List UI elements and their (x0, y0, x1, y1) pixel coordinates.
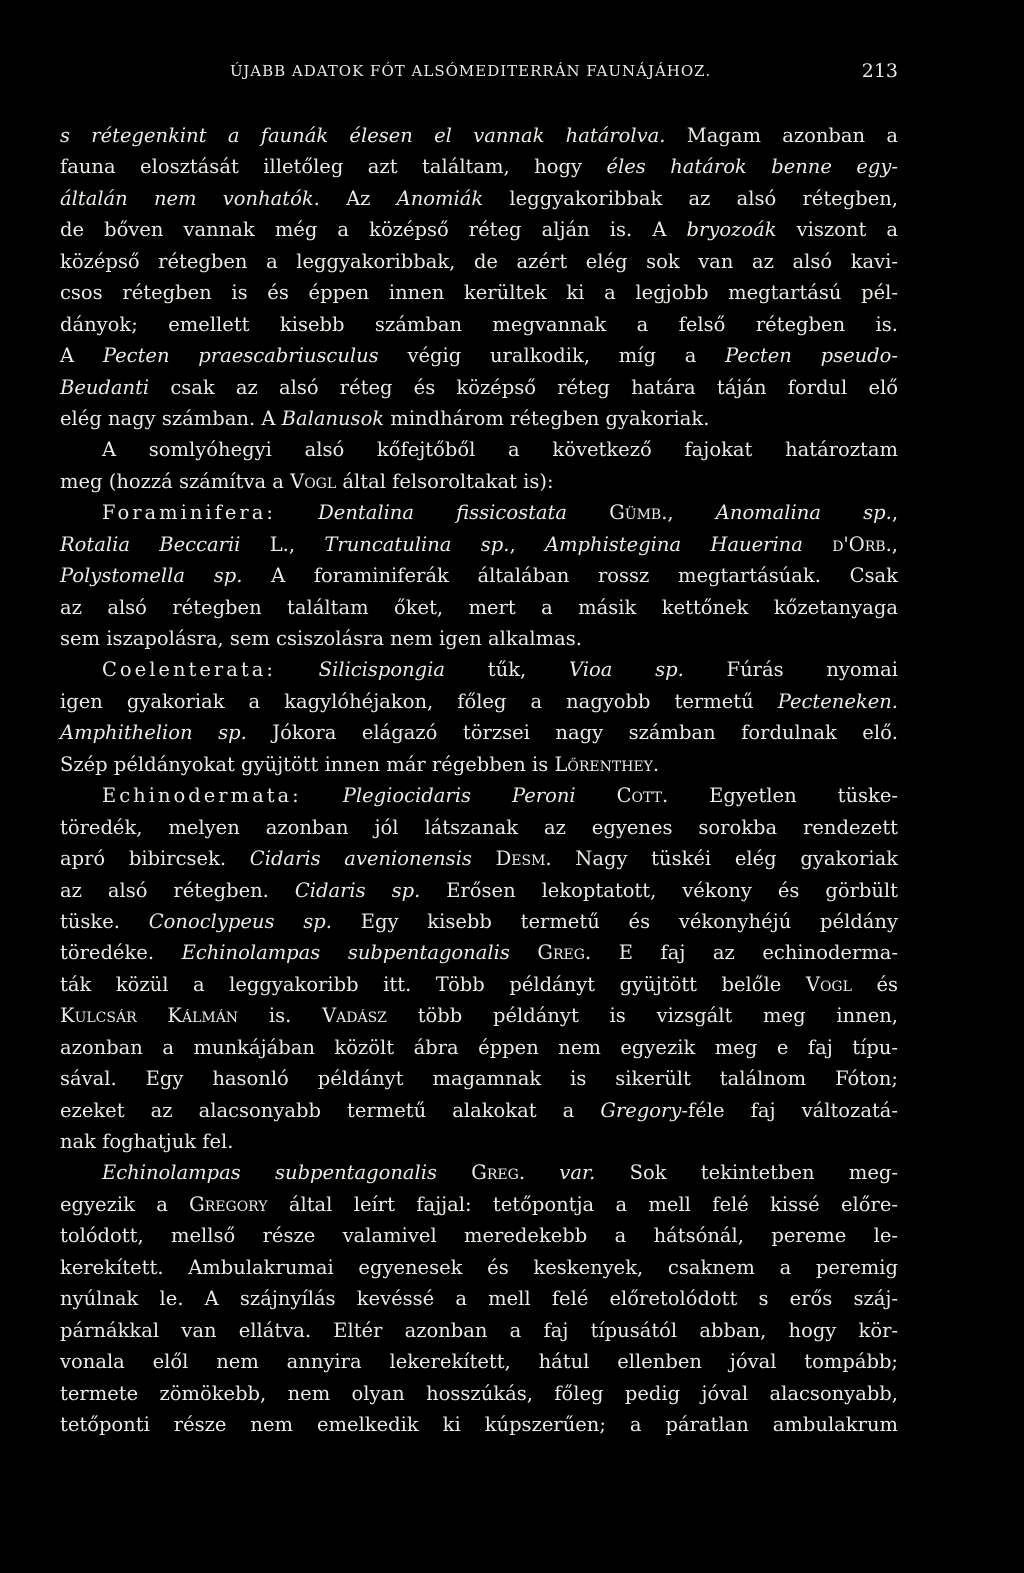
text-run (472, 847, 496, 870)
text-run: töredéke. (60, 941, 182, 965)
text-line (60, 654, 898, 685)
text-run: Jókora elágazó törzsei nagy számban fordulnak elő. (246, 721, 899, 745)
small-caps-text: Vogl (805, 972, 852, 996)
text-run: sával. Egy hasonló példányt magamnak is sikerült találnom Fóton; (60, 1067, 898, 1091)
spaced-heading: Echinodermata: (102, 784, 302, 808)
text-run (302, 784, 343, 807)
text-run: ezeket az alacsonyabb termetű alakokat a (60, 1098, 601, 1122)
text-run: , (509, 532, 545, 556)
text-run: meg (hozzá számítva a (60, 469, 291, 493)
text-run (276, 501, 318, 524)
text-line (60, 120, 898, 151)
text-line (60, 717, 898, 748)
text-line (60, 434, 898, 465)
text-line (60, 686, 898, 717)
italic-text: Cidaris avenionensis (249, 847, 472, 871)
italic-text: Polystomella sp. (60, 564, 243, 588)
text-line (60, 497, 898, 528)
italic-text: Balanusok (281, 406, 385, 430)
italic-text: általán nem vonhatók. (60, 186, 320, 210)
text-line (60, 906, 898, 937)
text-line (60, 466, 898, 497)
text-run: . (518, 1161, 560, 1185)
text-run: mindhárom rétegben gyakoriak. (384, 406, 710, 430)
text-line (60, 875, 898, 906)
text-run: termete zömökebb, nem olyan hosszúkás, főleg pedig jóval alacsonyabb, (60, 1381, 898, 1405)
text-line (60, 1157, 898, 1188)
text-run: de bőven vannak még a középső réteg alján is. A (60, 218, 687, 242)
text-run: -féle faj változatá- (681, 1098, 898, 1122)
small-caps-text: Gregory (189, 1192, 268, 1216)
text-run: , (667, 501, 716, 525)
italic-text: Beudanti (60, 375, 150, 399)
italic-text: Anomalina sp. (715, 501, 892, 525)
text-run: tűk, (445, 658, 569, 682)
text-line (60, 309, 898, 340)
text-run: vonala elől nem annyira lekerekített, hátul ellenben jóval tompább; (60, 1350, 898, 1374)
italic-text: var. (559, 1161, 596, 1185)
text-run: A (60, 344, 103, 368)
text-line (60, 529, 898, 560)
text-run: leggyakoribbak az alsó rétegben, (483, 186, 898, 210)
text-run: nak foghatjuk fel. (60, 1130, 234, 1153)
text-run: . (652, 752, 660, 776)
text-run: igen gyakoriak a kagylóhéjakon, főleg a nagyobb termetű (60, 689, 778, 713)
italic-text: Conoclypeus sp. (148, 909, 332, 933)
italic-text: s rétegenkint a faunák élesen el vannak határolva. (60, 124, 666, 147)
text-run: által felsoroltakat is): (336, 469, 554, 493)
page-header (60, 62, 898, 90)
running-title: ÚJABB ADATOK FÓT ALSÓMEDITERRÁN FAUNÁJÁHOZ. (230, 62, 712, 80)
text-run: az alsó rétegben. (60, 878, 295, 902)
italic-text: Silicispongia (318, 658, 446, 682)
text-line (60, 969, 898, 1000)
text-run: kerekített. Ambulakrumai egyenesek és keskenyek, csaknem a peremig (60, 1255, 898, 1279)
body-text (60, 120, 898, 1440)
text-line (60, 246, 898, 277)
text-run: egyezik a (60, 1192, 190, 1216)
text-run: Fúrás nyomai (683, 658, 899, 682)
text-run: apró bibircsek. (60, 847, 250, 871)
italic-text: bryozoák (686, 218, 777, 242)
italic-text: Pecten pseudo- (725, 344, 898, 368)
small-caps-text: Vadász (322, 1004, 387, 1028)
text-run (567, 501, 609, 524)
text-run: középső rétegben a leggyakoribbak, de azért elég sok van az alsó kavi- (60, 249, 898, 273)
italic-text: Cidaris sp. (294, 878, 421, 902)
text-run: ták közül a leggyakoribb itt. Több példányt gyüjtött belőle (60, 972, 806, 996)
small-caps-text: Greg (471, 1161, 519, 1185)
text-line (60, 937, 898, 968)
text-run (803, 533, 832, 556)
text-run: Szép példányokat gyüjtött innen már régebben is (60, 752, 555, 776)
text-run: A foraminiferák általában rossz megtartásúak. Csak (242, 564, 898, 588)
text-run: nyúlnak le. A szájnyílás kevéssé a mell felé előretolódott s erős száj- (60, 1287, 898, 1311)
small-caps-text: Desm (495, 847, 546, 871)
text-run: . Egyetlen tüske- (661, 784, 898, 808)
text-run: Egy kisebb termetű és vékonyhéjú példány (331, 909, 898, 933)
text-run: azonban a munkájában közölt ábra éppen nem egyezik meg e faj típu- (60, 1035, 898, 1059)
italic-text: éles határok benne egy- (606, 155, 898, 179)
small-caps-text: Vogl (290, 469, 337, 493)
small-caps-text: Greg (537, 941, 585, 965)
text-run: az alsó rétegben találtam őket, mert a másik kettőnek kőzetanyaga (60, 595, 898, 619)
text-run (437, 1161, 471, 1184)
text-run: és (851, 972, 898, 996)
text-run: . E faj az echinoderma- (584, 941, 898, 965)
italic-text: Gregory (600, 1098, 682, 1122)
small-caps-text: Kulcsár Kálmán (60, 1004, 239, 1028)
text-line (60, 843, 898, 874)
text-run: Erősen lekoptatott, vékony és görbült (420, 878, 899, 902)
text-line (60, 1378, 898, 1409)
text-line (60, 1346, 898, 1377)
text-run: L., (240, 532, 325, 556)
text-run: . Nagy tüskéi elég gyakoriak (545, 847, 899, 871)
small-caps-text: d'Orb. (832, 532, 892, 556)
italic-text: Dentalina fissicostata (318, 501, 568, 525)
italic-text: Echinolampas subpentagonalis (181, 941, 510, 965)
text-run: Sok tekintetben meg- (595, 1161, 898, 1185)
text-line (60, 560, 898, 591)
text-line (60, 403, 898, 434)
small-caps-text: Cott (616, 784, 662, 808)
text-line (60, 340, 898, 371)
text-run: elég nagy számban. A (60, 406, 282, 430)
text-run (576, 784, 617, 807)
text-run: dányok; emellett kisebb számban megvannak a felső rétegben is. (60, 312, 898, 336)
text-run: is. (238, 1004, 323, 1028)
text-line (60, 1095, 898, 1126)
text-run: tüske. (60, 909, 149, 933)
italic-text: Amphistegina Hauerina (544, 532, 803, 556)
text-run: által leírt fajjal: tetőpontja a mell felé kissé előre- (267, 1192, 898, 1216)
text-line (60, 1126, 898, 1157)
text-run (510, 941, 538, 964)
text-run (276, 658, 319, 681)
text-line (60, 1409, 898, 1440)
text-run: fauna elosztását illetőleg azt találtam, hogy (60, 155, 607, 179)
italic-text: Amphithelion sp. (60, 721, 247, 745)
text-line (60, 592, 898, 623)
spaced-heading: Coelenterata: (102, 658, 276, 682)
italic-text: Plegiocidaris Peroni (342, 784, 576, 808)
text-run: több példányt is vizsgált meg innen, (386, 1004, 898, 1028)
italic-text: Rotalia Beccarii (60, 532, 241, 556)
italic-text: Pecteneken. (777, 689, 898, 713)
text-run: , (891, 532, 898, 556)
text-line (60, 277, 898, 308)
text-line (60, 1063, 898, 1094)
text-run: tolódott, mellső része valamivel meredekebb a hátsónál, pereme le- (60, 1224, 898, 1248)
text-run: töredék, melyen azonban jól látszanak az egyenes sorokba rendezett (60, 815, 898, 839)
text-line (60, 183, 898, 214)
text-run: A somlyóhegyi alsó kőfejtőből a következő fajokat határoztam (102, 438, 898, 462)
italic-text: Pecten praescabriusculus (102, 344, 379, 368)
text-run: sem iszapolásra, sem csiszolásra nem igen alkalmas. (60, 627, 582, 650)
small-caps-text: Gümb. (609, 501, 668, 525)
text-run: párnákkal van ellátva. Eltér azonban a faj típusától abban, hogy kör- (60, 1318, 898, 1342)
spaced-heading: Foraminifera: (102, 501, 276, 525)
text-line (60, 1000, 898, 1031)
text-run: tetőponti része nem emelkedik ki kúpszerűen; a páratlan ambulakrum (60, 1412, 898, 1436)
text-run: csak az alsó réteg és középső réteg határa táján fordul elő (149, 375, 898, 399)
text-line (60, 780, 898, 811)
text-line (60, 812, 898, 843)
small-caps-text: Lőrenthey (554, 752, 653, 776)
text-run: viszont a (776, 218, 898, 242)
text-line (60, 1189, 898, 1220)
text-line (60, 1315, 898, 1346)
text-line (60, 623, 898, 654)
text-line (60, 1032, 898, 1063)
text-line (60, 372, 898, 403)
italic-text: Echinolampas subpentagonalis (102, 1161, 437, 1185)
text-line (60, 1283, 898, 1314)
text-line (60, 1220, 898, 1251)
text-run: végig uralkodik, míg a (378, 344, 726, 368)
text-line (60, 151, 898, 182)
italic-text: Anomiák (396, 186, 484, 210)
italic-text: Truncatulina sp. (324, 532, 510, 556)
text-line (60, 749, 898, 780)
text-run: , (891, 501, 899, 525)
text-run: Az (319, 186, 397, 210)
page-number: 213 (861, 60, 898, 82)
text-line (60, 1252, 898, 1283)
text-line (60, 214, 898, 245)
italic-text: Vioa sp. (568, 658, 684, 682)
text-run: csos rétegben is és éppen innen kerültek ki a legjobb megtartású pél- (60, 281, 898, 305)
text-run: Magam azonban a (665, 124, 898, 147)
